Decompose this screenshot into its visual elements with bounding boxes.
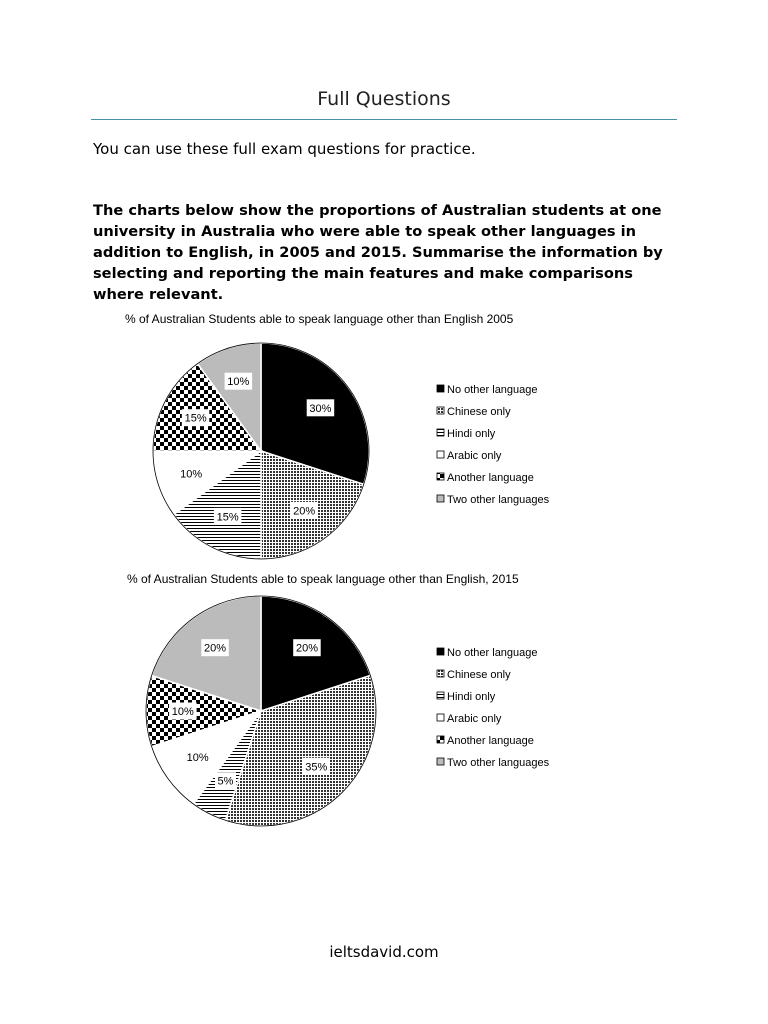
legend-label: Arabic only [447, 450, 502, 462]
legend-label: Hindi only [447, 428, 496, 440]
data-label-text: 10% [227, 376, 250, 389]
legend-label: No other language [447, 647, 538, 659]
legend-label: Hindi only [447, 691, 496, 703]
data-label-text: 20% [295, 642, 319, 655]
legend-label: Two other languages [447, 494, 550, 506]
data-label [214, 508, 242, 525]
legend-label: No other language [447, 384, 538, 396]
title-divider [91, 119, 677, 120]
pie-chart-2015-svg [0, 568, 768, 828]
data-label-text: 30% [309, 402, 332, 415]
legend-swatch [437, 451, 444, 458]
data-label-text: 10% [186, 752, 209, 764]
legend-swatch [437, 758, 444, 765]
chart-title: % of Australian Students able to speak language other than English, 2015 [127, 572, 519, 586]
legend-swatch [437, 495, 444, 502]
legend-label: Another language [447, 472, 534, 484]
data-label [177, 465, 205, 482]
data-label [201, 639, 229, 656]
legend-label: Chinese only [447, 406, 511, 418]
intro-text: You can use these full exam questions for practice. [93, 140, 476, 158]
pie-chart-2005-svg [0, 306, 768, 566]
data-label [182, 409, 210, 426]
task-prompt: The charts below show the proportions of Australian students at one university in Australia who were able to speak other languages in addition to English, in 2005 and 2015. Summarise the information by selecting and reporting the main features and make comparisons where relevant. [93, 202, 663, 303]
data-label [215, 772, 236, 789]
data-label [303, 758, 331, 775]
legend-swatch [437, 429, 444, 436]
legend-label: Another language [447, 735, 534, 747]
legend-swatch [437, 473, 444, 480]
data-label [169, 703, 197, 720]
footer-site: ieltsdavid.com [329, 943, 439, 961]
data-label [293, 639, 321, 656]
data-label [307, 399, 335, 416]
legend-swatch [437, 407, 444, 414]
data-label [184, 749, 212, 766]
data-label-text: 35% [305, 761, 328, 774]
data-label-text: 15% [184, 412, 207, 425]
legend-swatch [437, 692, 444, 699]
data-label-text: 20% [203, 642, 227, 655]
legend-swatch [437, 670, 444, 677]
legend-swatch [437, 385, 444, 392]
data-label-text: 10% [180, 468, 203, 481]
legend-swatch [437, 736, 444, 743]
page-title: Full Questions [317, 88, 451, 110]
legend-label: Two other languages [447, 757, 550, 769]
chart-title: % of Australian Students able to speak language other than English 2005 [125, 312, 514, 326]
data-label-text: 5% [217, 775, 234, 788]
data-label-text: 15% [216, 511, 239, 524]
legend-swatch [437, 648, 444, 655]
pie-chart-2015 [0, 568, 768, 828]
data-label [225, 373, 253, 390]
legend-label: Chinese only [447, 669, 511, 681]
data-label-text: 20% [293, 505, 316, 518]
legend-swatch [437, 714, 444, 721]
pie-chart-2005 [0, 306, 768, 566]
legend-label: Arabic only [447, 713, 502, 725]
data-label [290, 502, 318, 519]
data-label-text: 10% [171, 706, 194, 718]
